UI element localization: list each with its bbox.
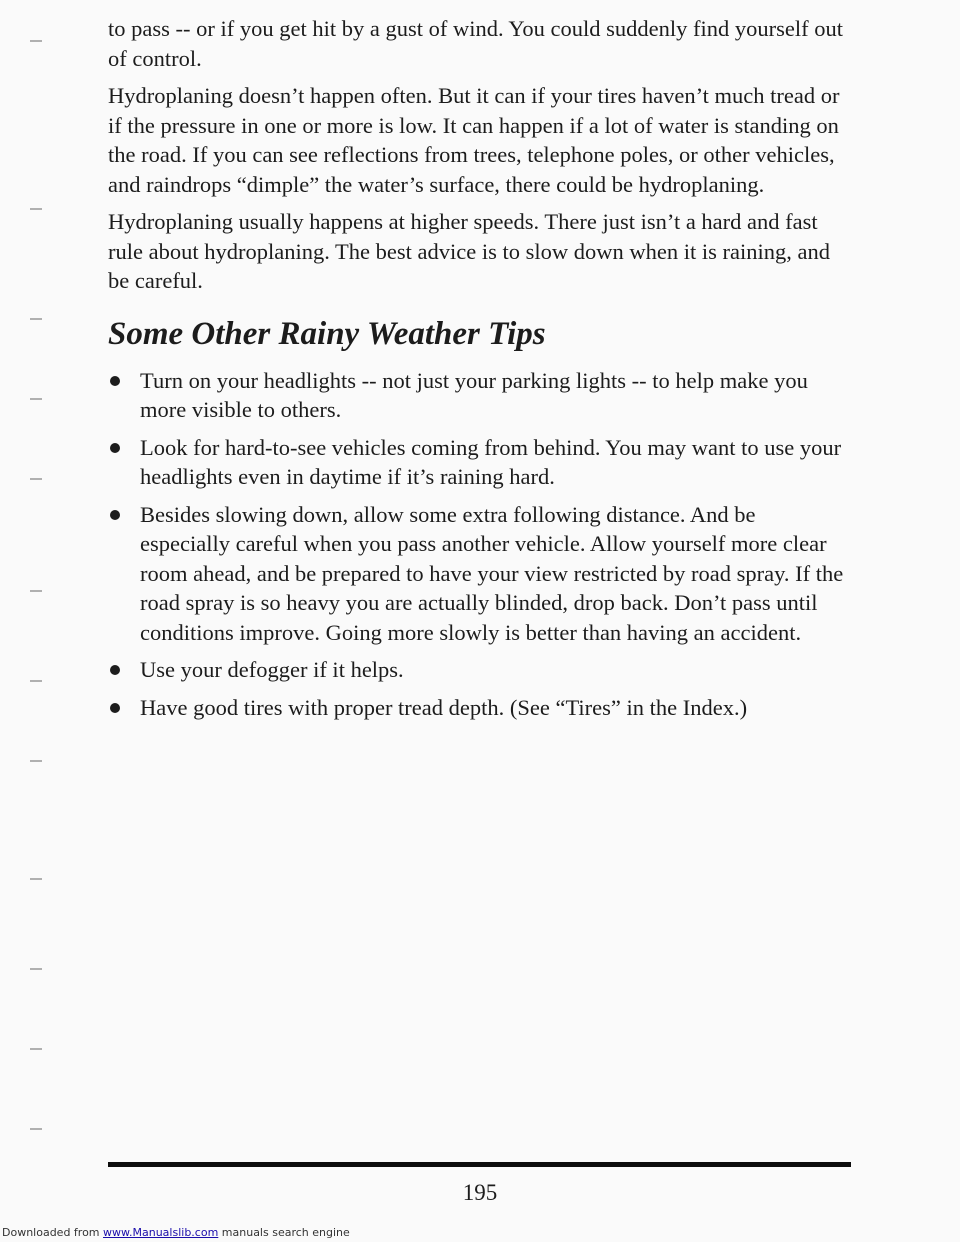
margin-marks [30, 0, 44, 1242]
manualslib-link[interactable]: www.Manualslib.com [103, 1226, 219, 1239]
footer-suffix: manuals search engine [221, 1226, 350, 1239]
page-content [108, 14, 848, 730]
page-number: 195 [462, 1180, 498, 1205]
bullet-icon [110, 703, 120, 713]
bullet-icon [110, 510, 120, 520]
list-item-text: Use your defogger if it helps. [140, 657, 404, 682]
list-item [108, 655, 848, 685]
body-paragraph: to pass -- or if you get hit by a gust of wind. You could suddenly find yourself out of control. [108, 16, 843, 71]
list-item-text: Besides slowing down, allow some extra following distance. And be especially careful when you pass another vehicle. Allow yourself more clear room ahead, and be prepared to have your view restricted by road spray. If the road spray is so heavy you are actually blinded, drop back. Don’t pass until conditions improve. Going more slowly is better than having an accident. [140, 501, 844, 645]
list-item [108, 366, 848, 425]
list-item [108, 500, 848, 648]
footer-prefix: Downloaded from [2, 1226, 100, 1239]
section-heading: Some Other Rainy Weather Tips [108, 315, 546, 352]
list-item-text: Have good tires with proper tread depth. (See “Tires” in the Index.) [140, 694, 748, 720]
bullet-icon [110, 443, 120, 453]
list-item-text: Turn on your headlights -- not just your parking lights -- to help make you more visible to others. [140, 367, 808, 422]
bullet-icon [110, 376, 120, 386]
body-paragraph: Hydroplaning usually happens at higher speeds. There just isn’t a hard and fast rule about hydroplaning. The best advice is to slow down when it is raining, and be careful. [108, 209, 830, 293]
footer-rule [108, 1162, 851, 1167]
list-item [108, 693, 848, 723]
body-paragraph: Hydroplaning doesn’t happen often. But it can if your tires haven’t much tread or if the pressure in one or more is low. It can happen if a lot of water is standing on the road. If you can see reflections from trees, telephone poles, or other vehicles, and raindrops “dimple” the water’s surface, there could be hydroplaning. [108, 83, 840, 197]
download-footer [2, 1226, 350, 1239]
list-item-text: Look for hard-to-see vehicles coming from behind. You may want to use your headlights even in daytime if it’s raining hard. [140, 434, 842, 489]
tips-list [108, 366, 848, 723]
bullet-icon [110, 665, 120, 675]
list-item [108, 433, 848, 492]
